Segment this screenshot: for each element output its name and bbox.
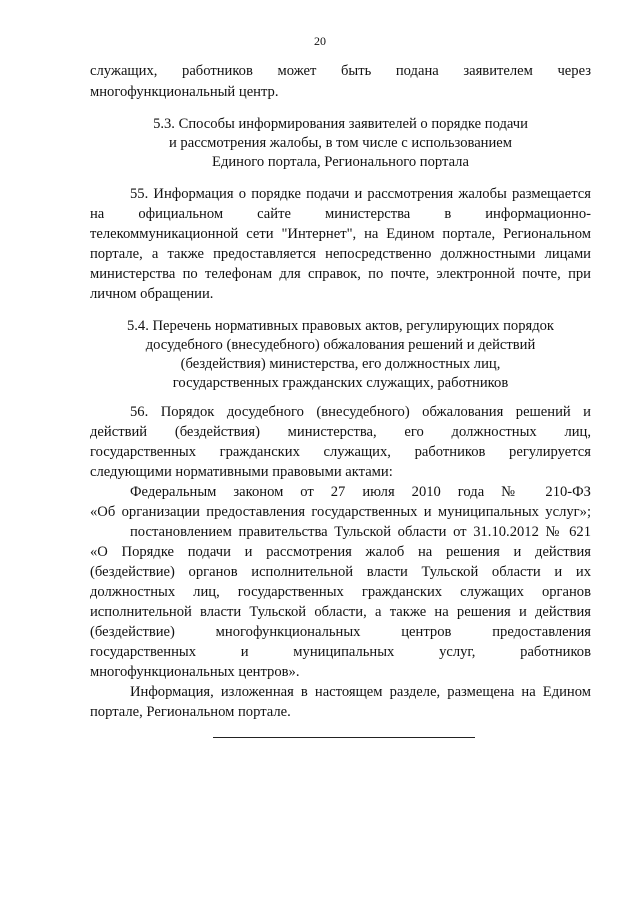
intro-text-line: многофункциональный центр. <box>90 84 279 100</box>
paragraph-line: личном обращении. <box>90 286 214 302</box>
paragraph-line: должностных лиц, государственных гражданских служащих органов <box>90 584 591 600</box>
paragraph-line: (бездействие) органов исполнительной власти Тульской области и их <box>90 564 591 580</box>
heading-line: 5.3. Способы информирования заявителей о порядке подачи <box>153 116 528 132</box>
paragraph-line: «О Порядке подачи и рассмотрения жалоб на решения и действия <box>90 544 591 560</box>
heading-line: и рассмотрения жалобы, в том числе с использованием <box>168 135 513 151</box>
heading-line: 5.4. Перечень нормативных правовых актов, регулирующих порядок <box>126 318 555 334</box>
paragraph-line: Информация, изложенная в настоящем разделе, размещена на Едином <box>130 684 591 700</box>
paragraph-line: государственных гражданских служащих, работников регулируется <box>90 444 591 460</box>
paragraph-line: телекоммуникационной сети "Интернет", на Едином портале, Региональном <box>90 226 591 242</box>
paragraph-line: действий (бездействия) министерства, его должностных лиц, <box>90 424 591 440</box>
paragraph-line: 56. Порядок досудебного (внесудебного) обжалования решений и <box>130 404 591 420</box>
heading-line: (бездействия) министерства, его должностных лиц, <box>180 356 501 372</box>
paragraph-line: исполнительной власти Тульской области, а также на решения и действия <box>90 604 591 620</box>
heading-line: досудебного (внесудебного) обжалования решений и действий <box>145 337 536 353</box>
page-number: 20 <box>314 34 326 48</box>
paragraph-line: «Об организации предоставления государственных и муниципальных услуг»; <box>90 504 591 520</box>
paragraph-line: (бездействие) многофункциональных центров предоставления <box>90 624 591 640</box>
paragraph-line: государственных и муниципальных услуг, работников <box>90 644 591 660</box>
heading-line: государственных гражданских служащих, работников <box>172 375 509 391</box>
paragraph-line: портале, Региональном портале. <box>90 704 291 720</box>
paragraph-line: министерства по телефонам для справок, по почте, электронной почте, при <box>90 266 591 282</box>
paragraph-line: следующими нормативными правовыми актами: <box>90 464 393 480</box>
intro-text-line: служащих, работников может быть подана заявителем через <box>90 63 591 79</box>
paragraph-line: на официальном сайте министерства в информационно- <box>90 206 591 222</box>
paragraph-line: 55. Информация о порядке подачи и рассмотрения жалобы размещается <box>130 186 591 202</box>
paragraph-line: Федеральным законом от 27 июля 2010 года № 210-ФЗ <box>130 484 591 500</box>
paragraph-line: постановлением правительства Тульской области от 31.10.2012 № 621 <box>130 524 591 540</box>
end-separator-line <box>213 737 475 738</box>
heading-line: Единого портала, Регионального портала <box>212 154 469 170</box>
paragraph-line: многофункциональных центров». <box>90 664 300 680</box>
paragraph-line: портале, а также предоставляется непосредственно должностными лицами <box>90 246 591 262</box>
